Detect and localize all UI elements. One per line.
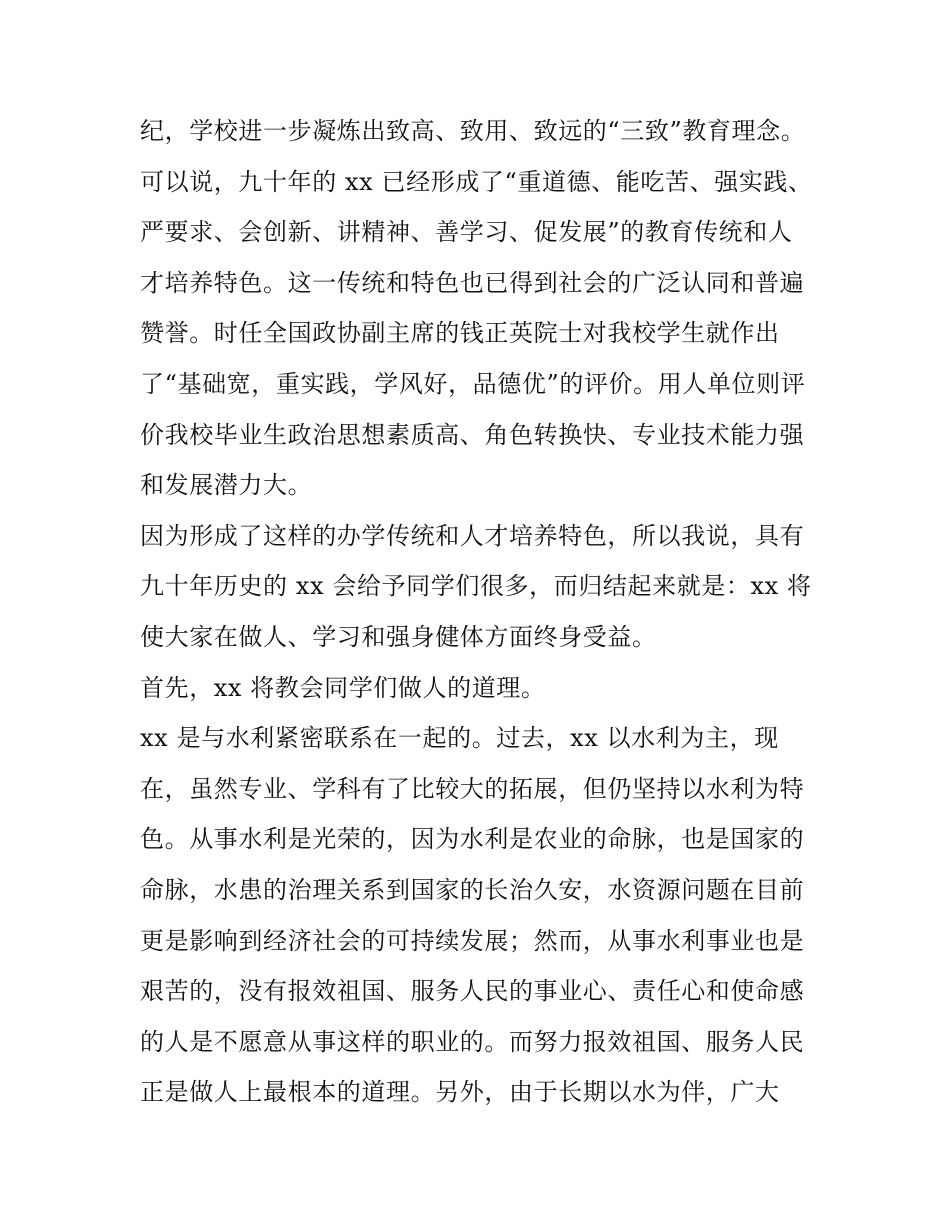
text-line-16: 命脉，水患的治理关系到国家的长治久安，水资源问题在目前 bbox=[140, 875, 805, 904]
text-line-8: 和发展潜力大。 bbox=[140, 471, 313, 500]
text-line-18: 艰苦的，没有报效祖国、服务人民的事业心、责任心和使命感 bbox=[140, 977, 805, 1006]
text-line-3: 严要求、会创新、讲精神、善学习、促发展”的教育传统和人 bbox=[140, 218, 793, 247]
text-line-17: 更是影响到经济社会的可持续发展；然而，从事水利事业也是 bbox=[140, 926, 805, 955]
text-line-11: 使大家在做人、学习和强身健体方面终身受益。 bbox=[140, 622, 657, 651]
text-line-6: 了“基础宽，重实践，学风好，品德优”的评价。用人单位则评 bbox=[140, 369, 806, 398]
text-line-15: 色。从事水利是光荣的，因为水利是农业的命脉，也是国家的 bbox=[140, 825, 805, 854]
text-line-12: 首先，xx 将教会同学们做人的道理。 bbox=[140, 673, 546, 702]
text-line-20: 正是做人上最根本的道理。另外，由于长期以水为伴，广大 bbox=[140, 1078, 780, 1107]
text-line-7: 价我校毕业生政治思想素质高、角色转换快、专业技术能力强 bbox=[140, 420, 805, 449]
text-line-10: 九十年历史的 xx 会给予同学们很多，而归结起来就是：xx 将 bbox=[140, 572, 812, 601]
text-line-2: 可以说，九十年的 xx 已经形成了“重道德、能吃苦、强实践、 bbox=[140, 167, 813, 196]
body-text bbox=[140, 106, 820, 1118]
text-line-9: 因为形成了这样的办学传统和人才培养特色，所以我说，具有 bbox=[140, 521, 805, 550]
text-line-14: 在，虽然专业、学科有了比较大的拓展，但仍坚持以水利为特 bbox=[140, 774, 805, 803]
text-line-1: 纪，学校进一步凝炼出致高、致用、致远的“三致”教育理念。 bbox=[140, 117, 806, 145]
text-line-5: 赞誉。时任全国政协副主席的钱正英院士对我校学生就作出 bbox=[140, 319, 780, 348]
text-line-19: 的人是不愿意从事这样的职业的。而努力报效祖国、服务人民 bbox=[140, 1027, 805, 1056]
text-line-13: xx 是与水利紧密联系在一起的。过去，xx 以水利为主，现 bbox=[140, 724, 779, 753]
text-line-4: 才培养特色。这一传统和特色也已得到社会的广泛认同和普遍 bbox=[140, 268, 805, 297]
